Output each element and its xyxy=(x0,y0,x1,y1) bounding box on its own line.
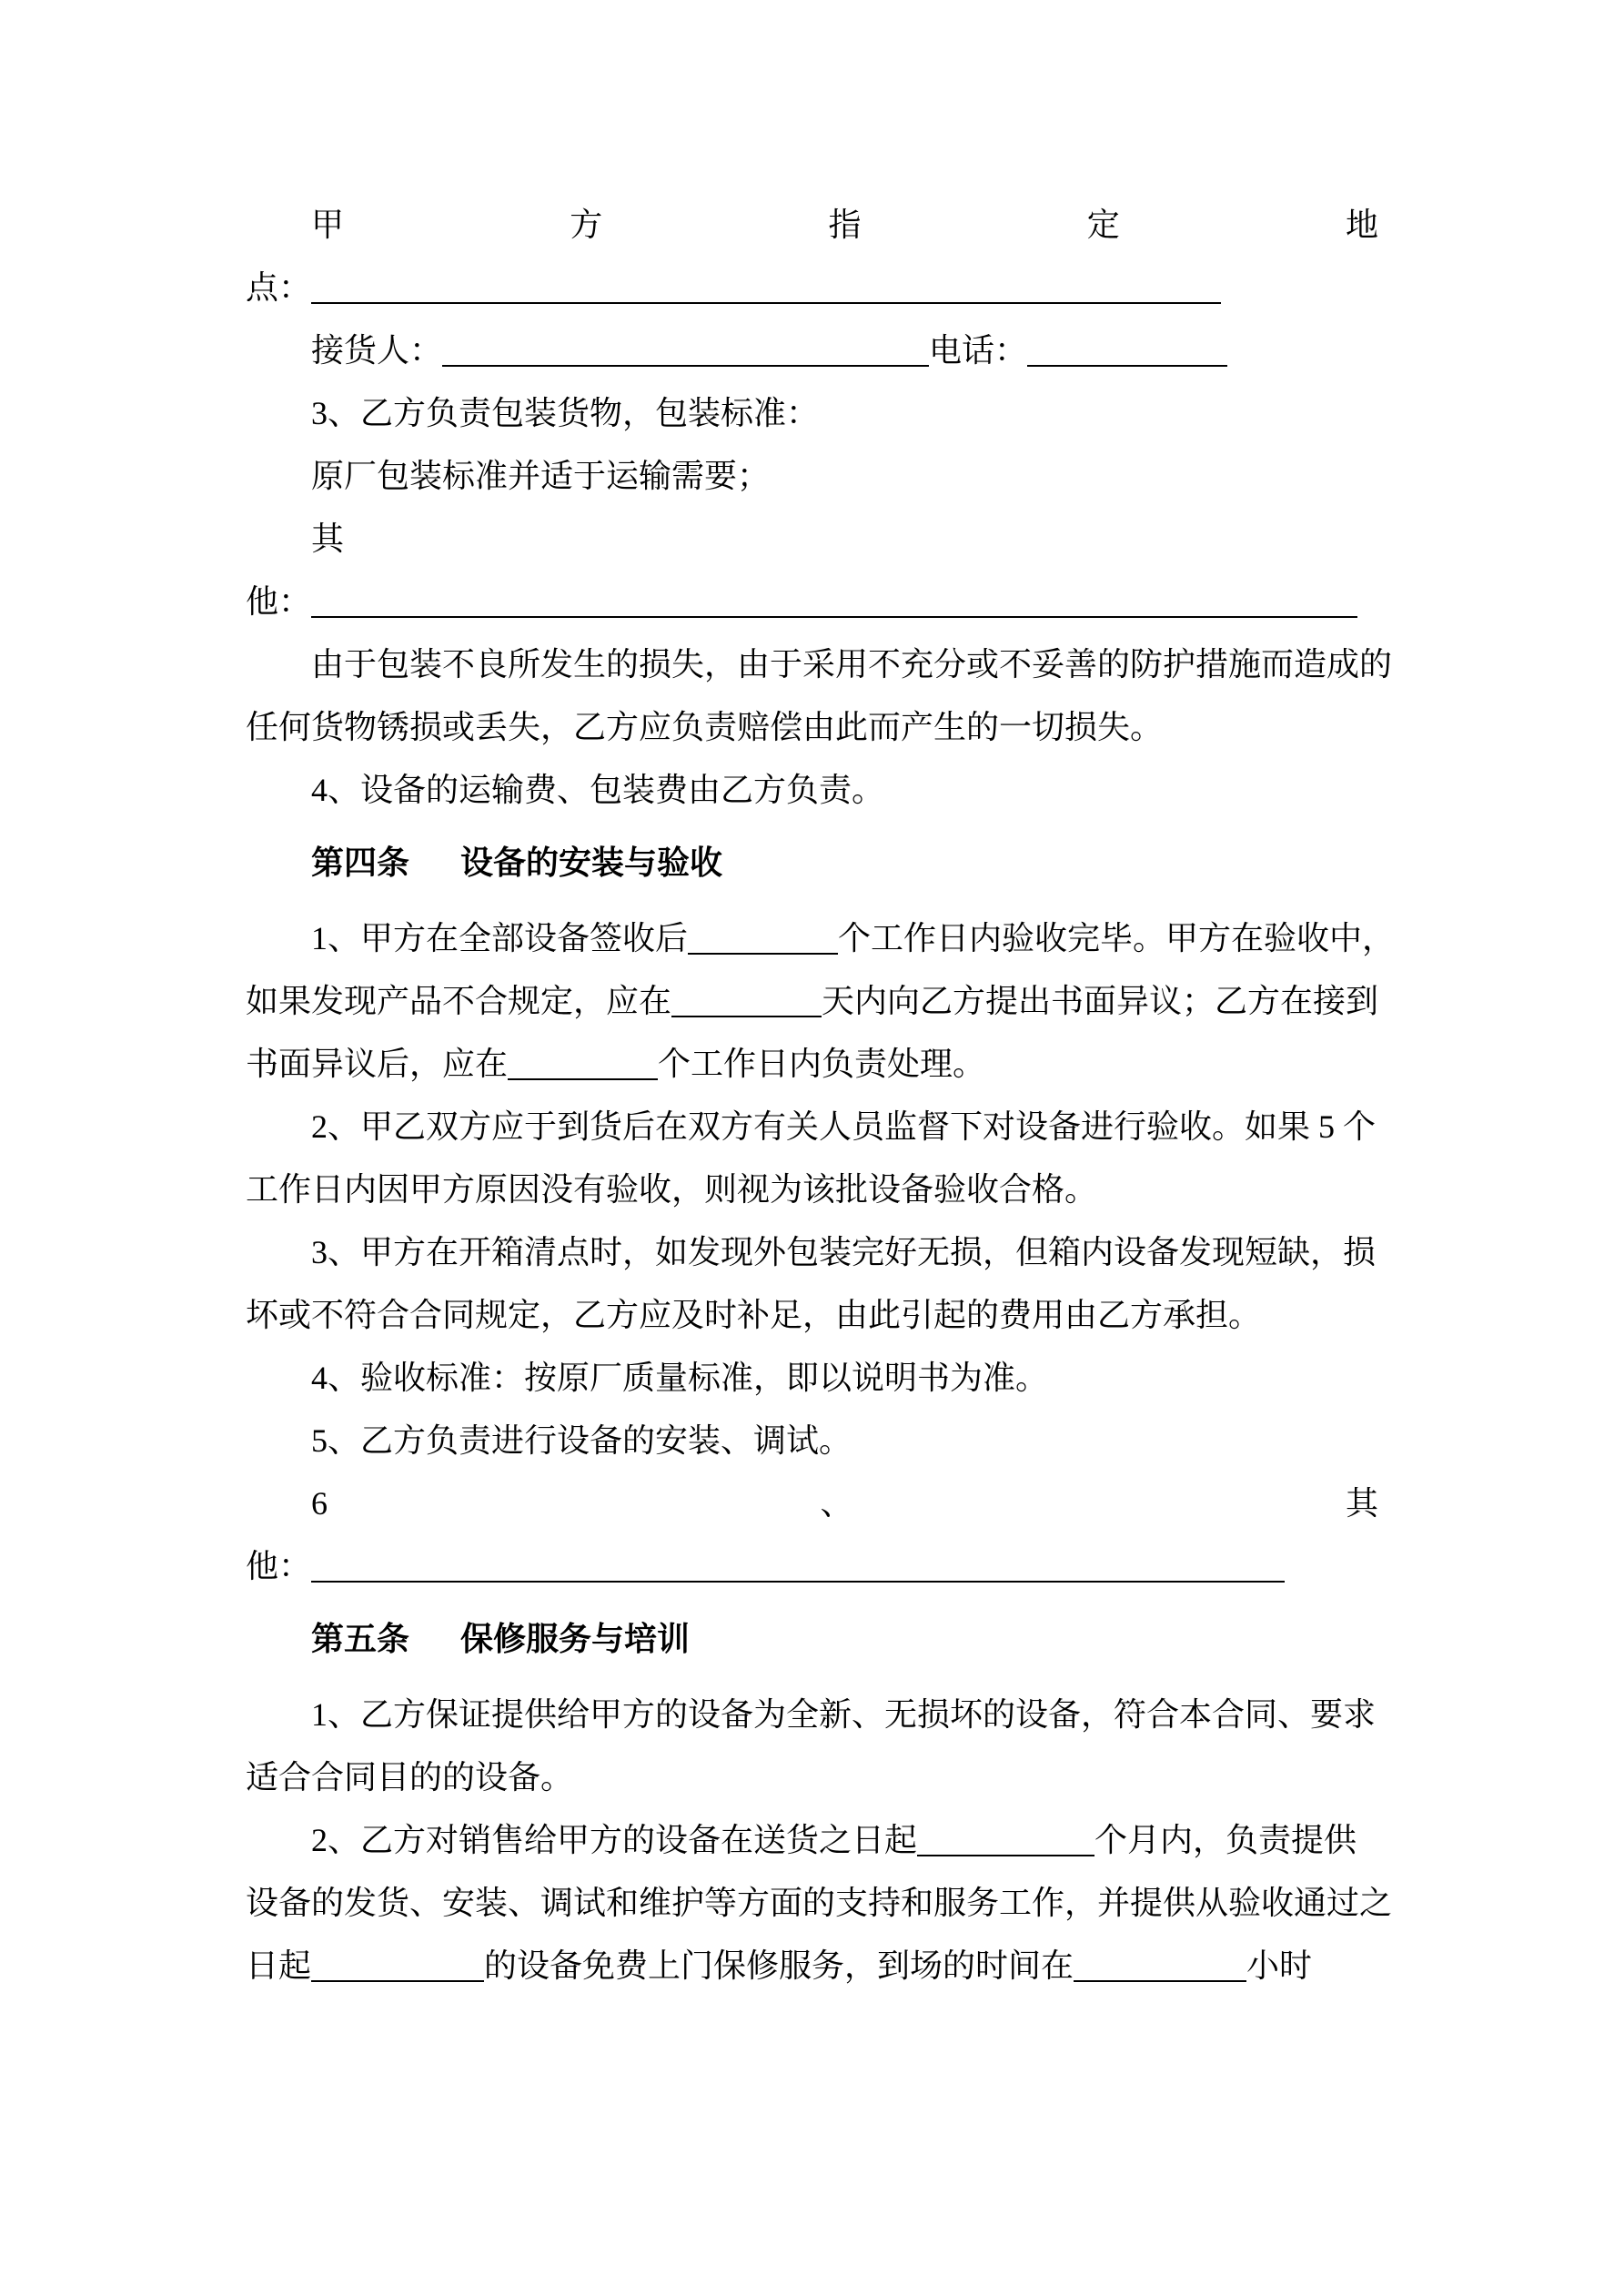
article5-item1-line1 xyxy=(246,1684,1378,1746)
text-run: 适合合同目的的设备。 xyxy=(246,1759,574,1795)
spread-char: 其 xyxy=(1345,1485,1378,1522)
text-run: 保修服务与培训 xyxy=(460,1621,691,1657)
text-run: 电话： xyxy=(929,332,1028,369)
text-run: 小时 xyxy=(1246,1947,1313,1984)
text-run: 个月内，负责提供 xyxy=(1094,1822,1357,1858)
text-run: 坏或不符合合同规定，乙方应及时补足，由此引起的费用由乙方承担。 xyxy=(246,1297,1262,1333)
article4-item6-line2 xyxy=(246,1535,1378,1598)
packing-other-line-2 xyxy=(246,571,1378,633)
text-run: 4、设备的运输费、包装费由乙方负责。 xyxy=(311,772,885,808)
spread-char: 甲 xyxy=(311,207,345,243)
article5-item2-line2 xyxy=(246,1872,1393,1935)
party-a-location-line-1 xyxy=(246,194,1378,257)
article4-item1-line3 xyxy=(246,1033,1378,1096)
text-run: 他： xyxy=(246,583,312,620)
blank-fill-in-field xyxy=(311,1577,1285,1583)
spread-char: 地 xyxy=(1345,207,1378,243)
article4-item3-line2 xyxy=(246,1284,1378,1347)
text-run: 日起 xyxy=(246,1947,312,1984)
text-run: 由于包装不良所发生的损失，由于采用不充分或不妥善的防护措施而造成的 xyxy=(311,646,1393,683)
article4-item1-line1 xyxy=(246,907,1396,970)
text-run: 1、乙方保证提供给甲方的设备为全新、无损坏的设备，符合本合同、要求 xyxy=(311,1696,1377,1733)
text-run: 他： xyxy=(246,1548,312,1584)
packing-liability-line-1 xyxy=(246,633,1393,696)
text-run: 5、乙方负责进行设备的安装、调试。 xyxy=(311,1422,852,1459)
spread-char: 定 xyxy=(1086,207,1120,243)
article5-item2-line1 xyxy=(246,1809,1378,1872)
text-run: 工作日内因甲方原因没有验收，则视为该批设备验收合格。 xyxy=(246,1171,1098,1208)
blank-fill-in-field xyxy=(671,1012,822,1017)
article4-item2-line1 xyxy=(246,1096,1378,1158)
article4-item4 xyxy=(246,1347,1378,1410)
blank-fill-in-field xyxy=(1027,361,1227,367)
text-run: 4、验收标准：按原厂质量标准，即以说明书为准。 xyxy=(311,1360,1049,1396)
text-run: 如果发现产品不合规定，应在 xyxy=(246,983,672,1019)
article5-item1-line2 xyxy=(246,1746,1378,1809)
article4-item5 xyxy=(246,1410,1378,1472)
text-run: 个工作日内负责处理。 xyxy=(658,1046,986,1082)
text-run: 的设备免费上门保修服务，到场的时间在 xyxy=(484,1947,1074,1984)
article4-item2-line2 xyxy=(246,1158,1378,1221)
text-run: 个工作日内验收完毕。甲方在验收中， xyxy=(838,920,1396,956)
text-run: 第五条 xyxy=(311,1621,410,1657)
text-run: 1、甲方在全部设备签收后 xyxy=(311,920,689,956)
text-run: 书面异议后，应在 xyxy=(246,1046,509,1082)
text-run: 原厂包装标准并适于运输需要； xyxy=(311,458,771,494)
clause-3-packing xyxy=(246,382,1378,445)
blank-fill-in-field xyxy=(688,949,838,955)
party-a-location-line-2 xyxy=(246,257,1378,319)
spread-char: 、 xyxy=(820,1485,853,1522)
packing-liability-line-2 xyxy=(246,696,1378,759)
article5-item2-line3 xyxy=(246,1935,1378,1998)
blank-fill-in-field xyxy=(508,1075,658,1080)
text-run: 3、乙方负责包装货物，包装标准： xyxy=(311,395,820,431)
spread-char: 方 xyxy=(570,207,603,243)
heading-article-4 xyxy=(246,832,1378,895)
article4-item6-line1 xyxy=(246,1472,1378,1535)
text-run: 设备的安装与验收 xyxy=(460,845,723,881)
blank-fill-in-field xyxy=(311,612,1357,618)
heading-article-5 xyxy=(246,1608,1378,1671)
text-run: 第四条 xyxy=(311,845,410,881)
spread-char: 指 xyxy=(828,207,862,243)
text-run: 接货人： xyxy=(311,332,443,369)
article4-item3-line1 xyxy=(246,1221,1378,1284)
spread-char: 6 xyxy=(311,1485,328,1522)
blank-fill-in-field xyxy=(311,1977,484,1982)
text-run: 2、乙方对销售给甲方的设备在送货之日起 xyxy=(311,1822,918,1858)
packing-standard-option xyxy=(246,445,1378,508)
packing-other-line-1 xyxy=(246,508,1378,571)
text-run: 点： xyxy=(246,269,312,306)
blank-fill-in-field xyxy=(1074,1977,1246,1982)
blank-fill-in-field xyxy=(917,1851,1094,1856)
blank-fill-in-field xyxy=(442,361,929,367)
text-run: 天内向乙方提出书面异议；乙方在接到 xyxy=(822,983,1379,1019)
clause-4-transport-fee xyxy=(246,759,1378,822)
blank-fill-in-field xyxy=(311,298,1221,304)
text-run: 其 xyxy=(311,521,345,557)
article4-item1-line2 xyxy=(246,970,1378,1033)
receiver-and-phone-line xyxy=(246,319,1378,382)
text-run: 设备的发货、安装、调试和维护等方面的支持和服务工作，并提供从验收通过之 xyxy=(246,1885,1393,1921)
text-run: 3、甲方在开箱清点时，如发现外包装完好无损，但箱内设备发现短缺，损 xyxy=(311,1234,1377,1270)
text-run: 2、甲乙双方应于到货后在双方有关人员监督下对设备进行验收。如果 5 个 xyxy=(311,1108,1377,1145)
text-run: 任何货物锈损或丢失，乙方应负责赔偿由此而产生的一切损失。 xyxy=(246,709,1164,745)
